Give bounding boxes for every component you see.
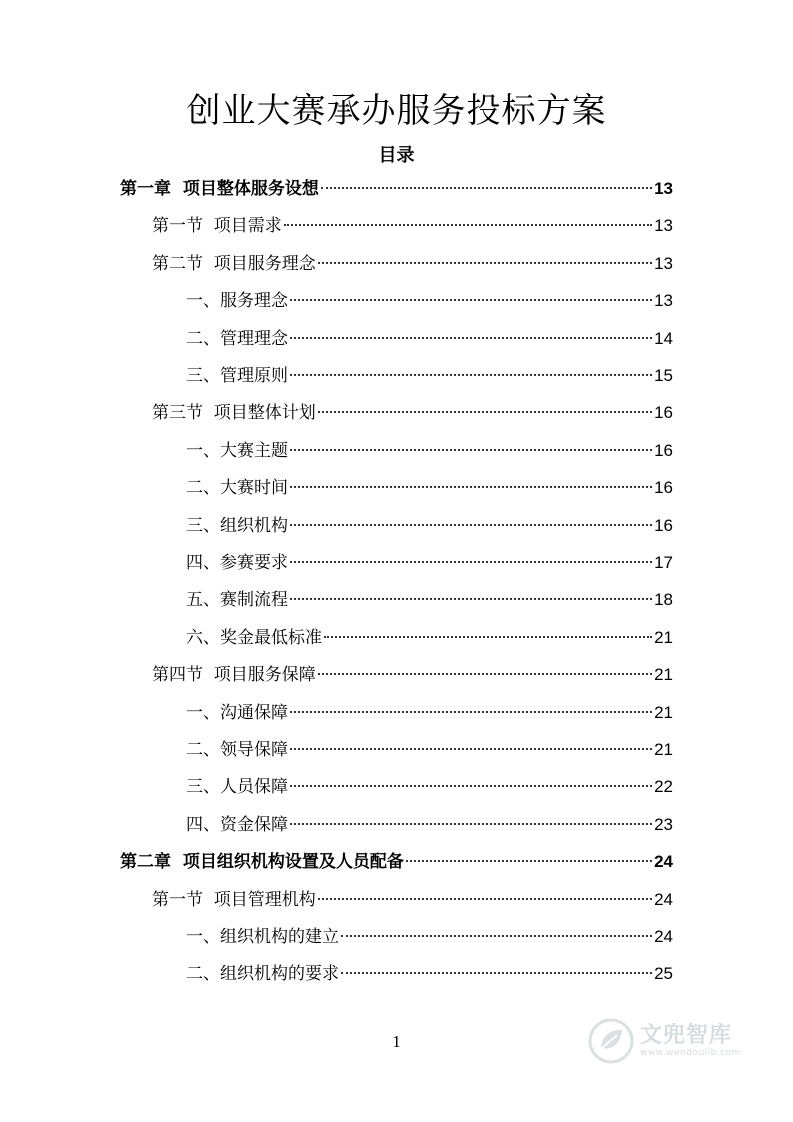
toc-entry-page: 23 [654,814,673,834]
toc-entry-label: 一、大赛主题 [186,440,288,461]
toc-entry[interactable] [186,924,673,950]
toc-entry-page: 13 [654,291,673,311]
toc-entry[interactable] [186,550,673,576]
toc-entry[interactable] [186,812,673,838]
toc-leader-dots [318,262,652,264]
toc-entry[interactable] [152,400,673,426]
toc-entry-page: 13 [654,216,673,236]
toc-entry-label: 第四节 项目服务保障 [152,665,316,686]
toc-entry-label: 六、奖金最低标准 [186,627,322,648]
toc-entry-label: 二、领导保障 [186,740,288,760]
toc-leader-dots [290,524,652,526]
toc-entry-label: 第一节 项目需求 [152,216,282,237]
toc-entry[interactable] [152,251,673,277]
watermark-name: 文兜智库 [640,1022,733,1048]
toc-entry-label: 二、管理理念 [186,328,288,349]
toc-entry[interactable] [186,774,673,800]
toc-entry-label: 第一章 项目整体服务设想 [120,179,319,199]
toc-entry-page: 16 [654,478,673,498]
toc-entry-label: 三、组织机构 [186,515,288,536]
toc-entry-page: 24 [654,852,673,872]
toc-entry-page: 21 [654,702,673,722]
toc-entry-label: 一、服务理念 [186,291,288,312]
toc-entry-label: 五、赛制流程 [186,590,288,611]
toc-entry[interactable] [186,513,673,539]
toc-leader-dots [290,449,652,451]
toc-entry-label: 第二章 项目组织机构设置及人员配备 [120,852,404,873]
toc-entry-label: 四、参赛要求 [186,553,288,573]
toc-leader-dots [318,673,652,675]
toc-entry-page: 21 [654,627,673,647]
leaf-logo-icon [588,1018,634,1064]
toc-entry-label: 一、组织机构的建立 [186,927,339,947]
toc-entry-label: 二、组织机构的要求 [186,964,339,985]
toc-entry-page: 21 [654,665,673,685]
toc-leader-dots [290,711,652,713]
toc-entry-page: 22 [654,777,673,797]
toc-heading: 目录 [378,145,415,166]
toc-leader-dots [341,935,652,937]
toc-leader-dots [290,823,652,825]
toc-entry[interactable] [186,288,673,314]
toc-entry-label: 三、人员保障 [186,777,288,798]
toc-leader-dots [290,748,652,750]
toc-entry[interactable] [152,662,673,688]
toc-entry-page: 18 [654,590,673,610]
toc-entry[interactable] [186,700,673,726]
toc-entry-page: 13 [654,253,673,273]
toc-entry-page: 25 [654,964,673,984]
toc-leader-dots [290,374,652,376]
toc-entry-page: 24 [654,927,673,946]
toc-entry[interactable] [186,326,673,352]
toc-leader-dots [341,972,652,974]
toc-entry-page: 16 [654,515,673,535]
watermark-url: www.wendoulib.com [640,1047,741,1058]
toc-entry[interactable] [186,363,673,389]
toc-entry-page: 21 [654,740,673,759]
toc-entry-label: 一、沟通保障 [186,702,288,723]
toc-entry-label: 二、大赛时间 [186,478,288,499]
toc-entry[interactable] [186,587,673,613]
toc-entry-page: 15 [654,366,673,385]
toc-entry[interactable] [186,438,673,464]
toc-entry-label: 第二节 项目服务理念 [152,253,316,274]
document-title: 创业大赛承办服务投标方案 [186,91,607,131]
toc-leader-dots [284,224,652,226]
toc-entry[interactable] [120,176,673,202]
toc-entry-page: 24 [654,889,673,909]
toc-entry[interactable] [152,887,673,913]
toc-leader-dots [318,411,652,413]
toc-entry[interactable] [186,475,673,501]
toc-leader-dots [318,898,652,900]
toc-entry-label: 三、管理原则 [186,366,288,386]
toc-entry-page: 16 [654,440,673,460]
toc-leader-dots [321,187,652,189]
toc-leader-dots [324,636,652,638]
toc-entry-label: 第三节 项目整体计划 [152,403,316,424]
toc-entry-page: 17 [654,553,673,572]
toc-entry[interactable] [120,849,673,875]
toc-entry[interactable] [186,737,673,763]
page-number: 1 [392,1032,401,1051]
toc-entry[interactable] [186,961,673,987]
watermark [588,1018,741,1064]
toc-leader-dots [290,785,652,787]
toc-entry-page: 16 [654,403,673,423]
toc-entry-label: 四、资金保障 [186,814,288,835]
toc-leader-dots [290,299,652,301]
toc-entry-label: 第一节 项目管理机构 [152,889,316,910]
toc-leader-dots [290,598,652,600]
toc-leader-dots [290,337,652,339]
toc-entry[interactable] [186,625,673,651]
toc-entry-page: 13 [654,179,673,198]
toc-leader-dots [290,561,652,563]
toc-leader-dots [290,486,652,488]
toc-entry[interactable] [152,213,673,239]
toc-leader-dots [406,860,652,862]
toc-entry-page: 14 [654,328,673,348]
watermark-text [640,1024,741,1059]
